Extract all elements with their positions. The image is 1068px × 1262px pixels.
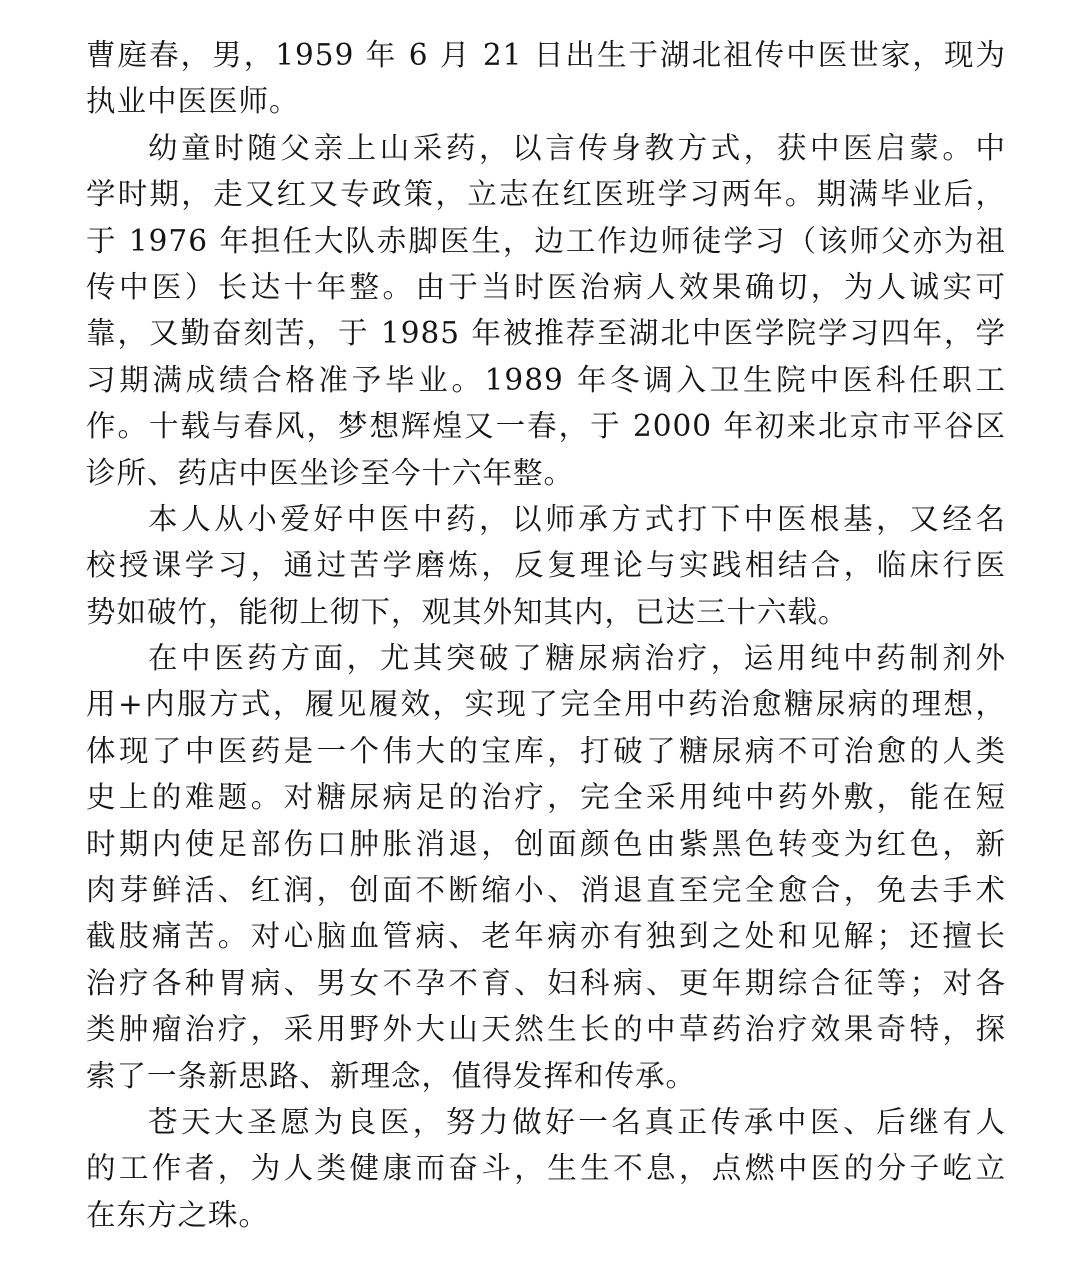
text-line: 在中医药方面，尤其突破了糖尿病治疗，运用纯中药制剂外: [148, 641, 1006, 676]
text-line: 时期内使足部伤口肿胀消退，创面颜色由紫黑色转变为红色，新: [86, 826, 1006, 861]
text-line: 索了一条新思路、新理念，值得发挥和传承。: [86, 1058, 697, 1093]
text-line: 习期满成绩合格准予毕业。1989 年冬调入卫生院中医科任职工: [86, 362, 1006, 397]
text-line: 势如破竹，能彻上彻下，观其外知其内，已达三十六载。: [86, 594, 849, 629]
text-line: 曹庭春，男，1959 年 6 月 21 日出生于湖北祖传中医世家，现为: [86, 38, 1006, 72]
paragraph: [86, 496, 1006, 635]
text-line: 肉芽鲜活、红润，创面不断缩小、消退直至完全愈合，免去手术: [86, 873, 1006, 908]
text-line: 本人从小爱好中医中药，以师承方式打下中医根基，又经名: [148, 501, 1006, 536]
paragraph: [86, 635, 1006, 1099]
text-line: 苍天大圣愿为良医，努力做好一名真正传承中医、后继有人: [148, 1104, 1006, 1139]
text-line: 校授课学习，通过苦学磨炼，反复理论与实践相结合，临床行医: [86, 548, 1006, 583]
text-line: 在东方之珠。: [86, 1197, 270, 1232]
text-line: 诊所、药店中医坐诊至今十六年整。: [86, 455, 575, 490]
paragraph: [86, 32, 1006, 125]
text-line: 执业中医医师。: [86, 84, 300, 119]
text-line: 体现了中医药是一个伟大的宝库，打破了糖尿病不可治愈的人类: [86, 733, 1006, 768]
document-page: [86, 32, 1006, 1238]
text-line: 于 1976 年担任大队赤脚医生，边工作边师徒学习（该师父亦为祖: [86, 223, 1006, 258]
text-line: 靠，又勤奋刻苦，于 1985 年被推荐至湖北中医学院学习四年，学: [86, 316, 1006, 351]
text-line: 史上的难题。对糖尿病足的治疗，完全采用纯中药外敷，能在短: [86, 780, 1006, 815]
text-line: 幼童时随父亲上山采药，以言传身教方式，获中医启蒙。中: [148, 130, 1006, 165]
text-line: 的工作者，为人类健康而奋斗，生生不息，点燃中医的分子屹立: [86, 1151, 1006, 1186]
text-line: 用+内服方式，履见履效，实现了完全用中药治愈糖尿病的理想，: [86, 687, 1006, 722]
paragraph: [86, 1099, 1006, 1238]
text-line: 学时期，走又红又专政策，立志在红医班学习两年。期满毕业后，: [86, 177, 1006, 212]
text-line: 类肿瘤治疗，采用野外大山天然生长的中草药治疗效果奇特，探: [86, 1012, 1006, 1047]
text-line: 传中医）长达十年整。由于当时医治病人效果确切，为人诚实可: [86, 269, 1006, 304]
text-line: 治疗各种胃病、男女不孕不育、妇科病、更年期综合征等；对各: [86, 965, 1006, 1000]
text-line: 截肢痛苦。对心脑血管病、老年病亦有独到之处和见解；还擅长: [86, 919, 1006, 954]
paragraph: [86, 125, 1006, 496]
text-line: 作。十载与春风，梦想辉煌又一春，于 2000 年初来北京市平谷区: [86, 409, 1006, 444]
